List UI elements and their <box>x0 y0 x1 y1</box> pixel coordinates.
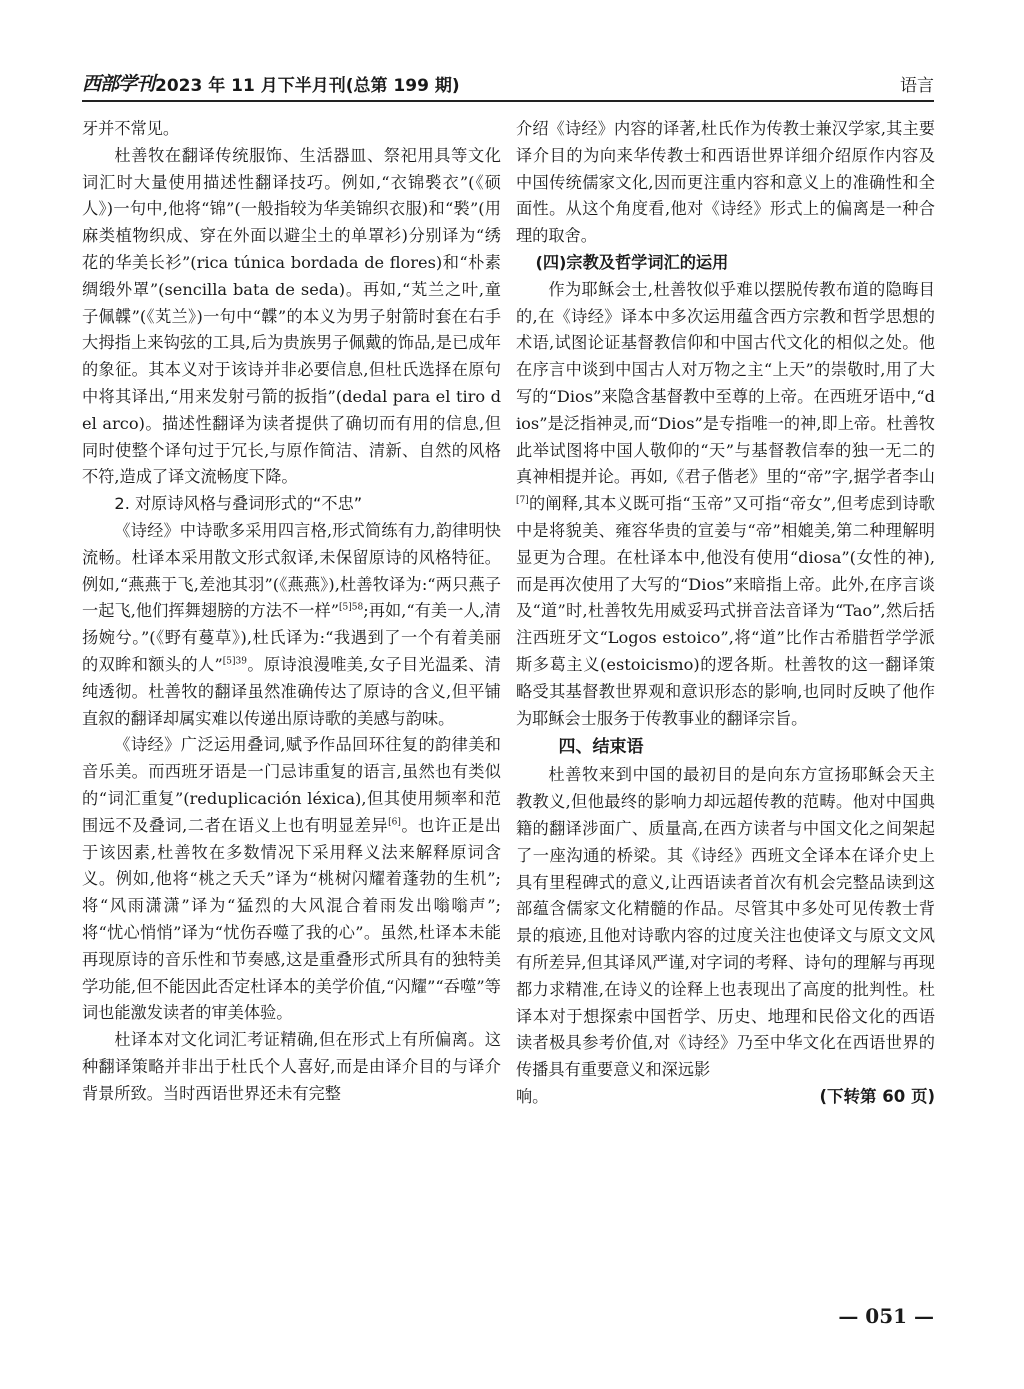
subsection-heading: 2. 对原诗风格与叠词形式的“不忠” <box>114 494 363 514</box>
page-header <box>82 66 934 102</box>
section-heading: 四、结束语 <box>558 737 644 758</box>
paragraph: 杜善牧在翻译传统服饰、生活器皿、祭祀用具等文化词汇时大量使用描述性翻译技巧。例如,“衣锦褧衣”(《硕人》)一句中,他将“锦”(一般指较为华美锦织衣服)和“褧”(用麻类植物织成、穿在外面以避尘土的单罩衫)分别译为“绣花的华美长衫”(rica túnica bordada de flores)和“朴素绸缎外罩”(sencilla bata de seda)。再如,“芄兰之叶,童子佩韘”(《芄兰》)一句中“韘”的本义为男子射箭时套在右手大拇指上来钩弦的工具,后为贵族男子佩戴的饰品,是已成年的象征。其本义对于该诗并非必要信息,但杜氏选择在原句中将其译出,“用来发射弓箭的扳指”(dedal para el tiro del arco)。描述性翻译为读者提供了确切而有用的信息,但同时使整个译句过于冗长,与原作简洁、清新、自然的风格不符,造成了译文流畅度下降。 <box>82 145 501 487</box>
text-run: 响。 <box>516 1086 549 1106</box>
citation: [5]39 <box>222 656 247 667</box>
continued-note: (下转第 60 页) <box>819 1086 935 1106</box>
issue-info: 2023 年 11 月下半月刊(总第 199 期) <box>155 76 460 96</box>
header-journal-info <box>82 69 460 100</box>
citation: [5]58 <box>339 602 364 613</box>
subsection-heading: (四)宗教及哲学词汇的运用 <box>535 252 729 272</box>
citation: [6] <box>388 817 401 828</box>
text-run: 。也许正是出于该因素,杜善牧在多数情况下采用释义法来解释原词含义。例如,他将“桃之夭夭”译为“桃树闪耀着蓬勃的生机”;将“风雨潇潇”译为“猛烈的大风混合着雨发出嗡嗡声”;将“忧心悄悄”译为“忧伤吞噬了我的心”。虽然,杜译本未能再现原诗的音乐性和节奏感,这是重叠形式所具有的独特美学功能,但不能因此否定杜译本的美学价值,“闪耀”“吞噬”等词也能激发读者的审美体验。 <box>82 815 501 1023</box>
page-number: — 051 — <box>838 1304 934 1328</box>
text-run: 《诗经》中诗歌多采用四言格,形式简练有力,韵律明快流畅。杜译本采用散文形式叙译,未保留原诗的风格特征。例如,“燕燕于飞,差池其羽”(《燕燕》),杜善牧译为:“两只燕子一起飞,他们挥舞翅膀的方法不一样” <box>82 520 501 621</box>
paragraph: 牙并不常见。 <box>82 119 180 138</box>
text-run: 。原诗浪漫唯美,女子目光温柔、清纯透彻。杜善牧的翻译虽然准确传达了原诗的含义,但平铺直叙的翻译却属实难以传递出原诗歌的美感与韵味。 <box>82 654 501 728</box>
paragraph <box>82 732 501 1027</box>
paragraph: 介绍《诗经》内容的译著,杜氏作为传教士兼汉学家,其主要译介目的为向来华传教士和西语世界详细介绍原作内容及中国传统儒家文化,因而更注重内容和意义上的准确性和全面性。从这个角度看,他对《诗经》形式上的偏离是一种合理的取舍。 <box>516 119 935 246</box>
paragraph: 杜译本对文化词汇考证精确,但在形式上有所偏离。这种翻译策略并非出于杜氏个人喜好,而是由译介目的与译介背景所致。当时西语世界还未有完整 <box>82 1030 501 1103</box>
paragraph: 杜善牧来到中国的最初目的是向东方宣扬耶稣会天主教教义,但他最终的影响力却远超传教的范畴。他对中国典籍的翻译涉面广、质量高,在西方读者与中国文化之间架起了一座沟通的桥梁。其《诗经》西班文全译本在译介史上具有里程碑式的意义,让西语读者首次有机会完整品读到这部蕴含儒家文化精髓的作品。尽管其中多处可见传教士背景的痕迹,且他对诗歌内容的过度关注也使译文与原文文风有所差异,但其译风严谨,对字词的考释、诗句的理解与再现都力求精准,在诗义的诠释上也表现出了高度的批判性。杜译本对于想探索中国哲学、历史、地理和民俗文化的西语读者极具参考价值,对《诗经》乃至中华文化在西语世界的传播具有重要意义和深远影 <box>516 765 935 1080</box>
section-label: 语言 <box>900 76 934 96</box>
journal-logo: 西部学刊 <box>82 73 155 95</box>
paragraph-end-line <box>516 1084 935 1111</box>
text-run: 的阐释,其本义既可指“玉帝”又可指“帝女”,但考虑到诗歌中是将貌美、雍容华贵的宣姜与“帝”相媲美,第二种理解明显更为合理。在杜译本中,他没有使用“diosa”(女性的神),而是再次使用了大写的“Dios”来暗指上帝。此外,在序言谈及“道”时,杜善牧先用威妥玛式拼音法音译为“Tao”,然后括注西班牙文“Logos estoico”,将“道”比作古希腊哲学学派斯多葛主义(estoicismo)的逻各斯。杜善牧的这一翻译策略受其基督教世界观和意识形态的影响,也同时反映了他作为耶稣会士服务于传教事业的翻译宗旨。 <box>516 494 935 728</box>
left-column <box>82 116 501 1107</box>
paragraph <box>82 518 501 732</box>
right-column <box>516 116 935 1111</box>
text-run: 《诗经》广泛运用叠词,赋予作品回环往复的韵律美和音乐美。而西班牙语是一门忌讳重复的语言,虽然也有类似的“词汇重复”(reduplicación léxica),但其使用频率和范围远不及叠词,二者在语义上也有明显差异 <box>82 735 501 835</box>
paragraph <box>516 277 935 733</box>
text-run: 作为耶稣会士,杜善牧似乎难以摆脱传教布道的隐晦目的,在《诗经》译本中多次运用蕴含西方宗教和哲学思想的术语,试图论证基督教信仰和中国古代文化的相似之处。他在序言中谈到中国古人对万物之主“上天”的崇敬时,用了大写的“Dios”来隐含基督教中至尊的上帝。在西班牙语中,“dios”是泛指神灵,而“Dios”是专指唯一的神,即上帝。杜善牧此举试图将中国人敬仰的“天”与基督教信奉的独一无二的真神相提并论。再如,《君子偕老》里的“帝”字,据学者李山 <box>516 279 935 487</box>
citation: [7] <box>516 495 529 506</box>
text-run: ;再如,“有美一人,清扬婉兮。”(《野有蔓草》),杜氏译为:“我遇到了一个有着美丽的双眸和额头的人” <box>82 601 501 674</box>
